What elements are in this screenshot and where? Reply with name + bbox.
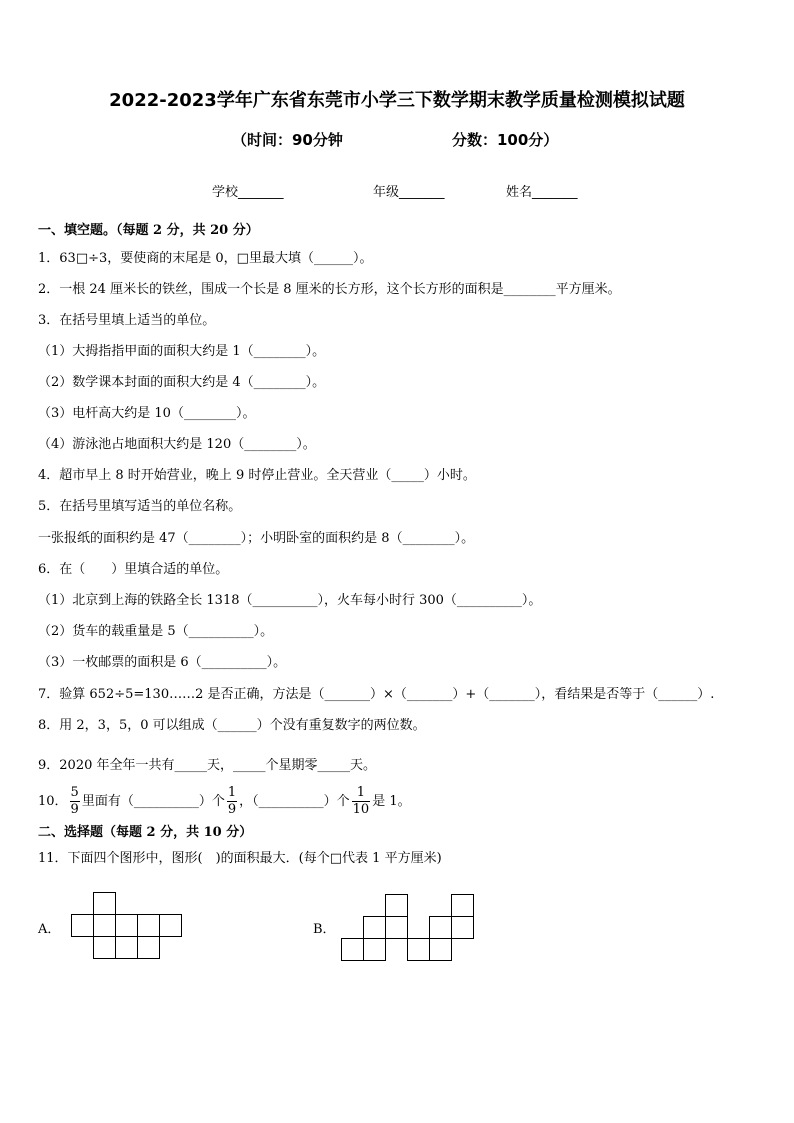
question-3-4: （4）游泳池占地面积大约是 120（________）。 [38, 437, 316, 452]
grade-field: 年级_______ [373, 185, 445, 200]
grid-square [94, 915, 116, 937]
question-4: 4．超市早上 8 时开始营业，晚上 9 时停止营业。全天营业（_____）小时。 [38, 468, 476, 483]
q10-suffix: 是 1。 [372, 794, 411, 809]
fraction-numerator: 1 [227, 785, 237, 800]
section-fill-in: 一、填空题。（每题 2 分，共 20 分） [38, 223, 259, 238]
question-3-1: （1）大拇指指甲面的面积大约是 1（________）。 [38, 344, 326, 359]
grid-square [386, 917, 408, 939]
fraction-denominator: 9 [70, 802, 79, 817]
grid-square [452, 895, 474, 917]
question-2: 2．一根 24 厘米长的铁丝，围成一个长是 8 厘米的长方形，这个长方形的面积是________平方厘米。 [38, 282, 621, 297]
grid-square [452, 917, 474, 939]
exam-title: 2022-2023学年广东省东莞市小学三下数学期末教学质量检测模拟试题 [109, 90, 685, 111]
question-6-3: （3）一枚邮票的面积是 6（__________）。 [38, 655, 287, 670]
exam-time: （时间：90分钟 [232, 131, 343, 149]
grid-square [116, 915, 138, 937]
grid-square [94, 937, 116, 959]
fraction-numerator: 5 [70, 785, 79, 800]
grid-square [430, 939, 452, 961]
fraction-numerator: 1 [352, 785, 371, 802]
grid-square [138, 937, 160, 959]
question-6-2: （2）货车的载重量是 5（__________）。 [38, 624, 274, 639]
grid-square [138, 915, 160, 937]
question-3-3: （3）电杆高大约是 10（________）。 [38, 406, 256, 421]
fraction-5-9 [70, 785, 80, 818]
exam-score: 分数：100分） [452, 131, 559, 149]
grid-square [408, 939, 430, 961]
question-6: 6．在（ ）里填合适的单位。 [38, 562, 229, 577]
name-field: 姓名_______ [506, 185, 578, 200]
fraction-denominator: 9 [227, 802, 237, 817]
question-11: 11．下面四个图形中，图形( )的面积最大．(每个□代表 1 平方厘米) [38, 851, 442, 866]
question-5-1: 一张报纸的面积约是 47（________）；小明卧室的面积约是 8（________）。 [38, 531, 475, 546]
grid-square [72, 915, 94, 937]
question-3-2: （2）数学课本封面的面积大约是 4（________）。 [38, 375, 326, 390]
grid-square [364, 939, 386, 961]
section-choice: 二、选择题（每题 2 分，共 10 分） [38, 825, 253, 840]
question-6-1: （1）北京到上海的铁路全长 1318（__________），火车每小时行 300（__________）。 [38, 593, 542, 608]
grid-square [94, 893, 116, 915]
grid-square [160, 915, 182, 937]
grid-square [430, 917, 452, 939]
question-7: 7．验算 652÷5=130……2 是否正确，方法是（_______）×（_______）+（_______），看结果是否等于（______）. [38, 687, 715, 702]
option-a-figure [70, 892, 186, 962]
option-b-figure [340, 894, 478, 964]
grid-square [342, 939, 364, 961]
grid-square [386, 895, 408, 917]
question-1: 1．63□÷3，要使商的末尾是 0，□里最大填（______）。 [38, 251, 373, 266]
fraction-1-9 [227, 785, 237, 818]
q10-prefix: 10． [38, 794, 68, 809]
question-8: 8．用 2，3，5，0 可以组成（______）个没有重复数字的两位数。 [38, 718, 426, 733]
option-a-label: A． [38, 922, 61, 937]
grid-square [364, 917, 386, 939]
q10-text-1: 里面有（__________）个 [81, 794, 225, 809]
school-field: 学校_______ [212, 185, 284, 200]
grid-square [116, 937, 138, 959]
q10-text-2: ，（__________）个 [239, 794, 350, 809]
question-10 [38, 782, 411, 822]
fraction-1-10 [352, 785, 371, 818]
question-5: 5．在括号里填写适当的单位名称。 [38, 499, 242, 514]
question-9: 9．2020 年全年一共有_____天，_____个星期零_____天。 [38, 758, 376, 773]
option-b-label: B． [313, 922, 336, 937]
fraction-denominator: 10 [352, 802, 370, 817]
question-3: 3．在括号里填上适当的单位。 [38, 313, 216, 328]
